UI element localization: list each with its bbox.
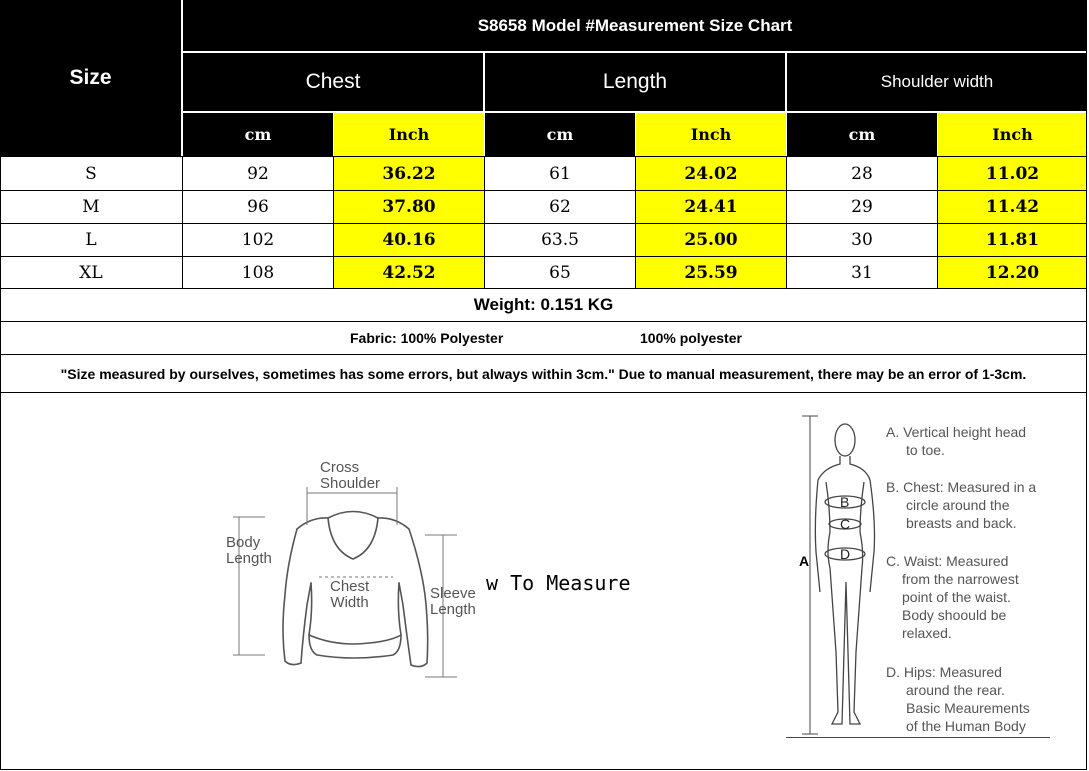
length-cm-cell: 65: [549, 262, 571, 283]
row-divider: [0, 156, 1087, 157]
legend-line: B. Chest: Measured in a: [886, 479, 1037, 495]
cross-shoulder-label: Cross Shoulder: [320, 459, 381, 492]
length-group-header: [485, 53, 785, 111]
fabric-row: [0, 322, 1087, 354]
col-divider: [937, 156, 938, 288]
length-cm-cell: 62: [549, 197, 571, 217]
marker-c: C: [840, 516, 851, 532]
shoulder-inch-cell: 11.42: [938, 191, 1087, 223]
group-label-length: Length: [602, 70, 668, 93]
row-divider: [0, 190, 1087, 191]
unit-chest-cm: cm: [183, 113, 333, 156]
title-cell: [183, 0, 1087, 51]
shoulder-group-header: [787, 53, 1087, 111]
row-divider: [0, 256, 1087, 257]
neckline: [328, 512, 378, 560]
unit-length-cm: cm: [485, 113, 635, 156]
unit-length-inch: Inch: [636, 113, 786, 156]
fabric-text: Fabric: 100% Polyester: [350, 330, 504, 346]
legend-d: [886, 663, 1030, 735]
legend-line: C. Waist: Measured: [886, 553, 1009, 569]
size-cell: S: [85, 163, 97, 184]
legend-line: Body shoould be: [902, 607, 1007, 623]
col-divider: [635, 156, 636, 288]
group-label-shoulder: Shoulder width: [880, 72, 994, 91]
col-divider: [484, 156, 485, 288]
legend-b: [886, 478, 1036, 532]
legend-line: to toe.: [906, 442, 945, 458]
shoulder-inch-cell: 11.81: [938, 224, 1087, 256]
size-cell: L: [85, 230, 97, 250]
legend-line: of the Human Body: [906, 718, 1026, 734]
chest-inch-cell: 42.52: [334, 257, 484, 288]
size-cell: M: [82, 197, 100, 217]
legend-line: point of the waist.: [902, 589, 1011, 605]
body-length-label: Body Length: [226, 534, 272, 567]
right-border: [1086, 392, 1087, 770]
length-inch-cell: 25.00: [636, 224, 786, 256]
row-divider: [0, 223, 1087, 224]
weight-row: [0, 289, 1087, 321]
waistband: [309, 635, 401, 658]
chest-cm-cell: 92: [247, 163, 269, 184]
shoulder-cm-cell: 28: [851, 163, 873, 184]
sleeve-length-label: Sleeve Length: [430, 585, 476, 618]
size-header-cell: [0, 0, 181, 156]
chest-group-header: [183, 53, 483, 111]
length-inch-cell: 24.41: [636, 191, 786, 223]
legend-line: A. Vertical height head: [886, 424, 1027, 440]
shoulder-cm-cell: 29: [851, 197, 873, 217]
head: [835, 424, 855, 456]
group-label-chest: Chest: [305, 70, 361, 93]
marker-a: A: [799, 553, 810, 569]
unit-shoulder-cm: cm: [787, 113, 937, 156]
shoulder-inch-cell: 11.02: [938, 157, 1087, 190]
fabric-alt-text: 100% polyester: [640, 330, 742, 346]
legend-line: breasts and back.: [906, 515, 1017, 531]
length-inch-cell: 25.59: [636, 257, 786, 288]
size-cell: XL: [79, 262, 103, 283]
unit-chest-inch: Inch: [334, 113, 484, 156]
chest-width-label: Chest Width: [330, 578, 370, 611]
legend-line: around the rear.: [906, 682, 1005, 698]
chart-title: S8658 Model #Measurement Size Chart: [477, 15, 793, 35]
col-divider: [333, 156, 334, 288]
figure-baseline: [786, 737, 1050, 738]
chest-cm-cell: 102: [241, 230, 275, 250]
chest-inch-cell: 37.80: [334, 191, 484, 223]
legend-line: relaxed.: [902, 625, 952, 641]
legend-a: [886, 423, 1026, 459]
length-cm-cell: 61: [549, 163, 571, 184]
human-body-figure: [790, 412, 885, 742]
legend-line: Basic Meaurements: [906, 700, 1030, 716]
marker-d: D: [840, 546, 851, 562]
unit-shoulder-inch: Inch: [938, 113, 1087, 156]
marker-b: B: [840, 494, 850, 510]
chest-cm-cell: 108: [241, 262, 275, 283]
note-text: "Size measured by ourselves, sometimes has some errors, but always within 3cm." Due to manual measurement, there may be an error of 1-3cm.: [60, 365, 1027, 382]
legend-c: [886, 552, 1019, 642]
chest-cm-cell: 96: [247, 197, 269, 217]
shoulder-cm-cell: 31: [851, 262, 873, 283]
col-divider: [182, 156, 183, 288]
bottom-border: [0, 769, 1087, 770]
chest-inch-cell: 36.22: [334, 157, 484, 190]
how-to-measure-heading: w To Measure: [486, 571, 631, 595]
note-row: [0, 355, 1087, 392]
legend-line: D. Hips: Measured: [886, 664, 1002, 680]
shoulder-cm-cell: 30: [851, 230, 873, 250]
shoulder-inch-cell: 12.20: [938, 257, 1087, 288]
length-inch-cell: 24.02: [636, 157, 786, 190]
size-header: Size: [69, 66, 112, 89]
chest-inch-cell: 40.16: [334, 224, 484, 256]
length-cm-cell: 63.5: [541, 230, 579, 250]
legend-line: from the narrowest: [902, 571, 1019, 587]
col-divider: [786, 156, 787, 288]
right-sleeve: [378, 518, 428, 667]
legend-line: circle around the: [906, 497, 1010, 513]
weight-text: Weight: 0.151 KG: [473, 295, 614, 314]
left-sleeve: [283, 518, 328, 665]
